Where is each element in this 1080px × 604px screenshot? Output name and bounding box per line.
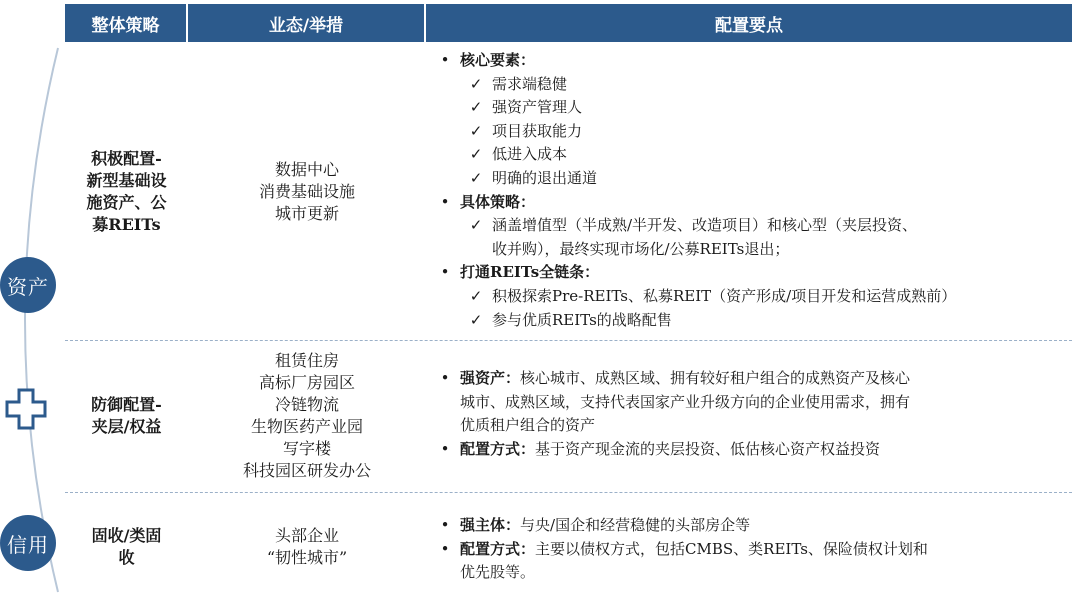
strategy-line: 收 (118, 548, 135, 567)
business-cell-3 (188, 493, 426, 601)
header-strategy: 整体策略 (65, 4, 188, 42)
entity-title: 强主体： (460, 516, 521, 534)
business-item: 高标厂房园区 (258, 373, 355, 392)
bullet-icon: • (440, 439, 450, 458)
specific-item: 收并购），最终实现市场化/公募REITs退出； (492, 239, 790, 258)
business-item: 消费基础设施 (258, 182, 355, 201)
strategy-line: 固收/类固 (91, 526, 162, 545)
bullet-icon: • (440, 51, 450, 69)
strategy-line: 夹层/权益 (91, 417, 162, 436)
asset-line: 核心城市、成熟区域、拥有较好租户组合的成熟资产及核心 (520, 369, 911, 387)
business-item: 写字楼 (282, 439, 331, 458)
check-icon: ✓ (469, 121, 483, 140)
asset-circle (0, 257, 56, 313)
strategy-line: 防御配置- (91, 395, 162, 414)
chain-item: 积极探索Pre-REITs、私募REIT（资产形成/项目开发和运营成熟前） (492, 286, 957, 305)
core-item: 项目获取能力 (492, 121, 583, 140)
points-cell-1 (430, 49, 1075, 332)
strategy-line: 施资产、公 (86, 193, 167, 212)
check-icon: ✓ (469, 145, 483, 164)
core-title: 核心要素： (460, 51, 536, 69)
business-item: 生物医药产业园 (250, 417, 363, 436)
credit-label: 信用 (7, 532, 49, 557)
plus-icon (5, 388, 47, 430)
strategy-cell-1 (65, 44, 188, 340)
table-header (65, 4, 1072, 42)
business-item: 租赁住房 (274, 351, 339, 370)
core-item: 明确的退出通道 (492, 168, 598, 187)
core-item: 低进入成本 (492, 145, 568, 164)
points-cell-3 (430, 514, 1075, 585)
strategy-cell-3 (65, 493, 188, 601)
check-icon: ✓ (469, 286, 483, 305)
specific-title: 具体策略： (460, 192, 536, 211)
check-icon: ✓ (469, 98, 483, 117)
header-business: 业态/举措 (188, 4, 426, 42)
chain-item: 参与优质REITs的战略配售 (492, 310, 672, 329)
method-title: 配置方式： (460, 439, 536, 458)
check-icon: ✓ (469, 74, 483, 93)
strategy-line: 募REITs (92, 215, 161, 234)
check-icon: ✓ (469, 168, 483, 187)
bullet-icon: • (440, 539, 450, 558)
asset-line: 优质租户组合的资产 (460, 416, 596, 435)
business-cell-2 (188, 341, 426, 491)
method-text: 基于资产现金流的夹层投资、低估核心资产权益投资 (535, 439, 881, 458)
business-item: 城市更新 (274, 204, 339, 223)
business-item: 头部企业 (274, 526, 339, 545)
credit-circle (0, 515, 56, 571)
strategy-cell-2 (65, 341, 188, 491)
check-icon: ✓ (469, 310, 483, 329)
asset-title: 强资产： (460, 369, 521, 387)
header-points: 配置要点 (426, 4, 1072, 42)
core-item: 强资产管理人 (492, 98, 583, 117)
strategy-line: 新型基础设 (86, 171, 167, 190)
bullet-icon: • (440, 516, 450, 534)
bullet-icon: • (440, 192, 450, 211)
points-cell-2 (430, 367, 1075, 461)
bullet-icon: • (440, 369, 450, 387)
business-item: 数据中心 (274, 160, 339, 179)
core-item: 需求端稳健 (492, 74, 568, 93)
asset-line: 城市、成熟区域，支持代表国家产业升级方向的企业使用需求，拥有 (460, 392, 911, 411)
business-cell-1 (188, 44, 426, 340)
asset-label: 资产 (7, 274, 49, 299)
specific-item: 涵盖增值型（半成熟/半开发、改造项目）和核心型（夹层投资、 (492, 216, 918, 235)
method-line: 优先股等。 (460, 563, 536, 582)
method-line: 主要以债权方式，包括CMBS、类REITs、保险债权计划和 (535, 539, 928, 558)
chain-title: 打通REITs全链条： (460, 263, 600, 282)
business-item: 冷链物流 (274, 395, 339, 414)
check-icon: ✓ (469, 216, 483, 235)
business-item: “韧性城市” (266, 548, 348, 567)
bullet-icon: • (440, 263, 450, 282)
entity-text: 与央/国企和经营稳健的头部房企等 (520, 516, 751, 534)
strategy-line: 积极配置- (91, 149, 162, 168)
business-item: 科技园区研发办公 (242, 461, 371, 480)
method-title: 配置方式： (460, 539, 536, 558)
